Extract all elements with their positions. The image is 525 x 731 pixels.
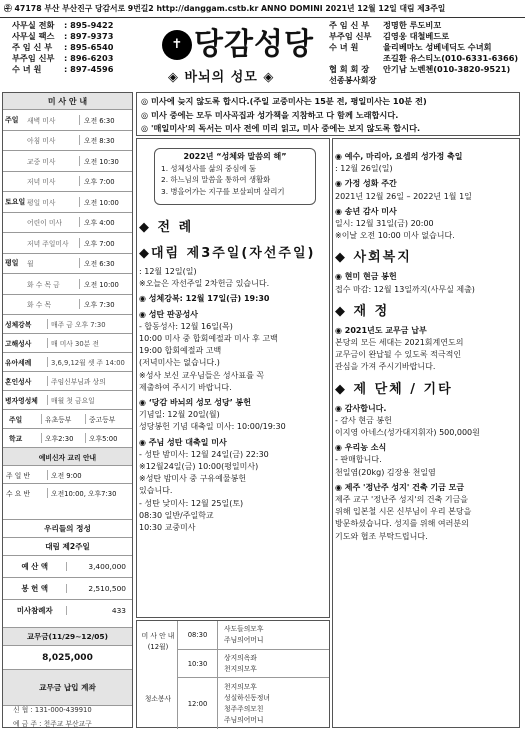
left-row	[3, 294, 132, 315]
school-cell: 오후2:30	[41, 433, 85, 443]
edu-time: 오전10:00, 오후7:30	[47, 488, 116, 498]
left-row	[3, 212, 132, 233]
church-logo	[150, 22, 325, 88]
mass-name: 어린이 미사	[27, 219, 62, 228]
school-label: 학교	[9, 435, 23, 443]
staff-info	[329, 20, 519, 90]
account-line: 예 금 주 : 천주교 부산교구	[13, 719, 92, 728]
notice-line: ◎ 미사에 늦지 않도록 합시다.(주일 교중미사는 15분 전, 평일미사는 10분 전)	[141, 96, 427, 106]
mass-name: 저녁 미사	[27, 178, 56, 187]
edu-time: 오전 9:00	[47, 470, 82, 480]
content-line: 10:00 미사 중 합회예절과 미사 후 고백	[139, 334, 278, 344]
left-row	[3, 390, 132, 409]
left-row	[3, 577, 132, 599]
contact-row	[12, 42, 140, 53]
content-line: ◉ 가정 성화 주간	[335, 179, 397, 189]
left-row	[3, 109, 132, 130]
content-line: 08:30 일반/주일학교	[139, 510, 214, 520]
staff-label: 주 임 신 부	[329, 20, 370, 30]
left-row	[3, 314, 132, 333]
mass-name: 월	[27, 260, 34, 269]
staff-row	[329, 20, 519, 31]
contact-row	[12, 64, 140, 75]
left-row	[3, 273, 132, 294]
left-row	[3, 150, 132, 171]
top-bar: ㉾ 47178 부산 부산진구 당감서로 9번길2 http://danggam.cstb.kr ANNO DOMINI 2021년 12월 12일 대림 제3주일	[0, 0, 525, 18]
content-line: ◉ 성탄 판공성사	[139, 309, 198, 319]
content-line: - 감사 현금 봉헌	[335, 415, 392, 425]
content-line: - 판매합니다.	[335, 455, 382, 465]
left-row	[3, 333, 132, 352]
church-subtitle: ◈ 바뇌의 성모 ◈	[168, 70, 275, 85]
staff-label: 협 회 회 장	[329, 64, 370, 74]
service-names	[218, 682, 270, 726]
content-line: ※성사 보신 교우님들은 성사표를 꼭	[139, 370, 265, 380]
mass-time: 오후 4:00	[79, 217, 129, 227]
content-line: ◉ 성체강복: 12월 17일(금) 19:30	[139, 294, 270, 304]
content-line: ◉ ‘당감 바뇌의 성모 성당’ 봉헌	[139, 398, 251, 408]
staff-label: 선종봉사회장	[329, 75, 377, 85]
notice-line: ◎ 미사 중에는 모두 미사곡집과 성가책을 지참하고 다 함께 노래합시다.	[141, 109, 399, 120]
content-line: ◉ 제주 '정난주 성지' 건축 기금 모금	[335, 482, 465, 492]
misc-label: 혼인성사	[5, 378, 32, 386]
content-line: 접수 마감: 12월 13일까지(사무실 제출)	[335, 284, 475, 294]
staff-label: 부주임 신부	[329, 31, 372, 41]
content-line: 제주 교구 '정난주 성지'의 건축 기금을	[335, 495, 469, 505]
misc-value: 매주 금 오후 7:30	[47, 319, 106, 329]
service-row	[177, 649, 329, 677]
contact-label: 수 녀 원	[12, 64, 42, 74]
service-label: 미 사 안 내 (12월)	[141, 632, 175, 651]
mass-name: 화 수 목	[27, 301, 52, 310]
content-line: 천일염(20kg) 김장용 천일염	[335, 467, 436, 477]
service-name: 상지의옥좌	[224, 653, 257, 662]
mass-time: 오후 7:00	[79, 176, 129, 186]
notice-line: ◎ '매일미사'의 독서는 미사 전에 미리 읽고, 미사 중에는 보지 않도록 합시다.	[141, 123, 421, 133]
service-time: 08:30	[178, 621, 218, 649]
left-row	[3, 483, 132, 501]
theme-item: 3. 병을어가는 지구를 보살피며 살리기	[161, 186, 285, 196]
left-row	[3, 555, 132, 577]
left-row	[3, 519, 132, 537]
mass-group: 평일	[5, 259, 19, 268]
mass-time: 오전 10:30	[79, 156, 129, 166]
mass-time: 오후 7:30	[79, 299, 129, 309]
school-fee-title: 교무금(11/29~12/05)	[27, 632, 108, 641]
left-row	[3, 645, 132, 669]
offering-label: 예 산 액	[21, 562, 49, 571]
contact-label: 사무실 팩스	[12, 31, 55, 41]
content-line: 교무금이 완납될 수 있도록 적극적인	[335, 350, 462, 360]
service-time: 12:00	[178, 678, 218, 729]
staff-value: 안기남 노벤첸(010-3820-9521)	[383, 64, 511, 74]
left-row	[3, 191, 132, 212]
left-row	[3, 465, 132, 483]
service-label-2: 청소봉사	[144, 695, 172, 703]
staff-row	[329, 64, 519, 75]
left-row	[3, 447, 132, 465]
cross-icon: ✝	[162, 30, 192, 60]
service-time: 10:30	[178, 650, 218, 677]
misc-label: 유아세례	[5, 359, 32, 367]
misc-value: 매월 첫 금요일	[47, 395, 95, 405]
contact-row	[12, 53, 140, 64]
mass-name: 평일 미사	[27, 198, 56, 207]
offering-subtitle: 대림 제2주일	[45, 542, 90, 551]
mass-time: 오전 6:30	[79, 115, 129, 125]
contact-value: : 897-9373	[64, 31, 114, 41]
contact-row	[12, 20, 140, 31]
service-name: 천지의모후	[224, 664, 257, 673]
misc-value: 주임신부님과 상의	[47, 376, 106, 386]
offering-value: 3,400,000	[66, 562, 132, 571]
offering-label: 미사참례자	[16, 606, 53, 615]
staff-label: 수 녀 원	[329, 42, 359, 52]
mass-name: 아침 미사	[27, 137, 56, 146]
misc-value: 매 미사 30분 전	[47, 338, 99, 348]
contact-label: 부주임 신부	[12, 53, 55, 63]
school-fee-amount: 8,025,000	[42, 652, 93, 663]
left-row	[3, 669, 132, 705]
edu-label: 수 요 반	[6, 489, 31, 498]
mass-group: 토요일	[5, 197, 26, 206]
school-cell: 중고등부	[85, 414, 131, 424]
contact-info	[12, 20, 140, 90]
content-line: 관심을 가져 주시기바랍니다.	[335, 362, 436, 372]
staff-value: 율리베마노 성베네딕도 수녀회	[383, 42, 492, 52]
content-line: ◉ 송년 감사 미사	[335, 206, 397, 216]
notice-box	[136, 92, 520, 136]
left-row	[3, 627, 132, 645]
staff-label	[329, 53, 383, 64]
content-line: : 12월 26일(일)	[335, 164, 393, 174]
left-row	[3, 599, 132, 621]
content-line: ※이날 오전 10:00 미사 없습니다.	[335, 231, 455, 241]
staff-row	[329, 75, 519, 86]
section-heading: ◆ 전 례	[139, 220, 194, 235]
mass-time: 오전 10:00	[79, 279, 129, 289]
content-line: 제출하여 주시기 바랍니다.	[139, 382, 232, 392]
left-row	[3, 537, 132, 555]
school-label: 주일	[9, 416, 23, 424]
content-line: ◉ 감사합니다.	[335, 403, 387, 413]
content-line: ◉ 현미 현금 봉헌	[335, 272, 397, 282]
section-heading: ◆ 재 정	[335, 303, 390, 319]
contact-value: : 895-6540	[64, 42, 114, 52]
offering-value: 433	[66, 606, 132, 615]
left-row	[3, 130, 132, 151]
service-name: 천지의모후	[224, 682, 257, 691]
mass-time: 오전 10:00	[79, 197, 129, 207]
content-line: ※오늘은 자선주일 2차헌금 있습니다.	[139, 279, 270, 289]
content-line: ※성탄 밤미사 중 구유예물봉헌	[139, 474, 247, 484]
mass-time: 오후 7:00	[79, 238, 129, 248]
edu-label: 주 일 반	[6, 471, 31, 480]
misc-label: 병자영성체	[5, 397, 38, 405]
offering-label: 봉 헌 액	[21, 584, 49, 593]
content-line: : 12월 12일(일)	[139, 267, 197, 276]
content-line: - 성탄 낮미사: 12월 25일(토)	[139, 498, 244, 508]
mass-name: 저녁 주일미사	[27, 239, 69, 248]
mass-name: 새벽 미사	[27, 116, 56, 125]
mass-time: 오전 8:30	[79, 135, 129, 145]
contact-label: 주 임 신 부	[12, 42, 53, 52]
content-line: 2021년 12월 26일 – 2022년 1월 1일	[335, 191, 472, 201]
staff-row	[329, 42, 519, 53]
content-line: 성당봉헌 기념 대축일 미사: 10:00/19:30	[139, 422, 286, 432]
left-row	[3, 409, 132, 428]
content-line: - 성탄 밤미사: 12월 24일(금) 22:30	[139, 449, 269, 459]
contact-value: : 896-6203	[64, 53, 114, 63]
left-row	[3, 232, 132, 253]
section-heading: ◆대림 제3주일(자선주일)	[139, 246, 316, 261]
content-line: ◉ 주님 성탄 대축일 미사	[139, 437, 227, 447]
content-line: ※12월24일(금) 10:00(평일미사)	[139, 462, 259, 472]
mass-name: 교중 미사	[27, 157, 56, 166]
left-row	[3, 371, 132, 390]
misc-label: 성체강복	[5, 321, 32, 329]
left-column	[2, 92, 133, 728]
content-line: 19:00 합회예절과 고백	[139, 346, 222, 356]
content-line: 이지영 아네스(성가대지휘자) 500,000원	[335, 428, 480, 438]
staff-row	[329, 31, 519, 42]
account-title: 교무금 납입 계좌	[39, 683, 96, 692]
theme-box	[154, 148, 316, 205]
service-schedule	[136, 620, 330, 728]
section-heading: ◆ 제 단체 / 기타	[335, 381, 453, 397]
school-cell: 오후5:00	[85, 433, 131, 443]
content-line: 방문하셨습니다. 성지를 위해 여러분의	[335, 519, 469, 529]
misc-label: 고해성사	[5, 340, 32, 348]
contact-value: : 895-9422	[64, 20, 114, 30]
left-row	[3, 171, 132, 192]
staff-value: 정명한 루도비꼬	[383, 20, 442, 30]
staff-value: 조길환 유스티노(010-6331-6366)	[383, 53, 519, 63]
content-line: (저녁미사는 없습니다.)	[139, 358, 220, 368]
content-line: ◉ 2021년도 교무금 납부	[335, 325, 427, 335]
content-line: 있습니다.	[139, 486, 173, 496]
liturgy-content	[139, 212, 329, 534]
staff-value: 김영웅 대철베드로	[383, 31, 450, 41]
content-line: 기념일: 12월 20일(월)	[139, 410, 220, 420]
service-name: 주님의어머니	[224, 636, 264, 644]
service-names	[218, 653, 257, 675]
theme-item: 1. 성체성사를 삶의 중심에 둠	[161, 163, 256, 173]
service-names	[218, 624, 263, 646]
theme-item: 2. 하느님의 말씀을 통하여 생활화	[161, 175, 271, 184]
staff-row	[329, 53, 519, 64]
content-line: 10:30 교중미사	[139, 523, 196, 533]
contact-value: : 897-4596	[64, 64, 114, 74]
content-line: 위해 입본철 시몬 신부님이 우리 본당을	[335, 507, 472, 517]
left-row	[3, 705, 132, 727]
service-name: 성실하신동정녀	[224, 693, 270, 702]
contact-row	[12, 31, 140, 42]
offering-title: 우리들의 정성	[44, 524, 91, 533]
service-name: 청주주의모친	[224, 704, 264, 713]
left-row	[3, 253, 132, 274]
left-row	[3, 93, 132, 109]
edu-title: 예비신자 교리 안내	[38, 453, 97, 462]
news-content	[335, 148, 519, 543]
mass-name: 화 수 목 금	[27, 280, 60, 289]
contact-label: 사무실 전화	[12, 20, 55, 30]
offering-value: 2,510,500	[66, 584, 132, 593]
content-line: ◉ 예수, 마리아, 요셉의 성가정 축일	[335, 152, 463, 161]
content-line: 기도와 협조 부탁드립니다.	[335, 531, 428, 541]
left-row	[3, 352, 132, 371]
school-cell: 유초등부	[41, 414, 85, 424]
section-heading: ◆ 사회복지	[335, 250, 412, 266]
left-row	[3, 428, 132, 447]
misc-value: 3,6,9,12월 셋 주 14:00	[47, 357, 125, 367]
mass-time: 오전 6:30	[79, 258, 129, 268]
theme-title: 2022년 “성체와 말씀의 해”	[183, 152, 287, 161]
content-line: ◉ 우리농 소식	[335, 443, 387, 453]
content-line: 일시: 12월 31일(금) 20:00	[335, 219, 434, 229]
content-line: - 합동성사: 12월 16일(목)	[139, 321, 233, 331]
account-line: 신 협 : 131-000-439910	[13, 705, 92, 714]
content-line: 본당의 모든 세대는 2021회계연도의	[335, 338, 464, 348]
service-name: 주님의어머니	[224, 715, 264, 724]
service-row	[177, 621, 329, 649]
service-name: 사도들의모후	[224, 625, 264, 633]
mass-group: 주일	[5, 115, 19, 124]
mass-title: 미 사 안 내	[47, 96, 88, 106]
service-row	[177, 677, 329, 729]
church-name: 당감성당	[194, 27, 314, 62]
